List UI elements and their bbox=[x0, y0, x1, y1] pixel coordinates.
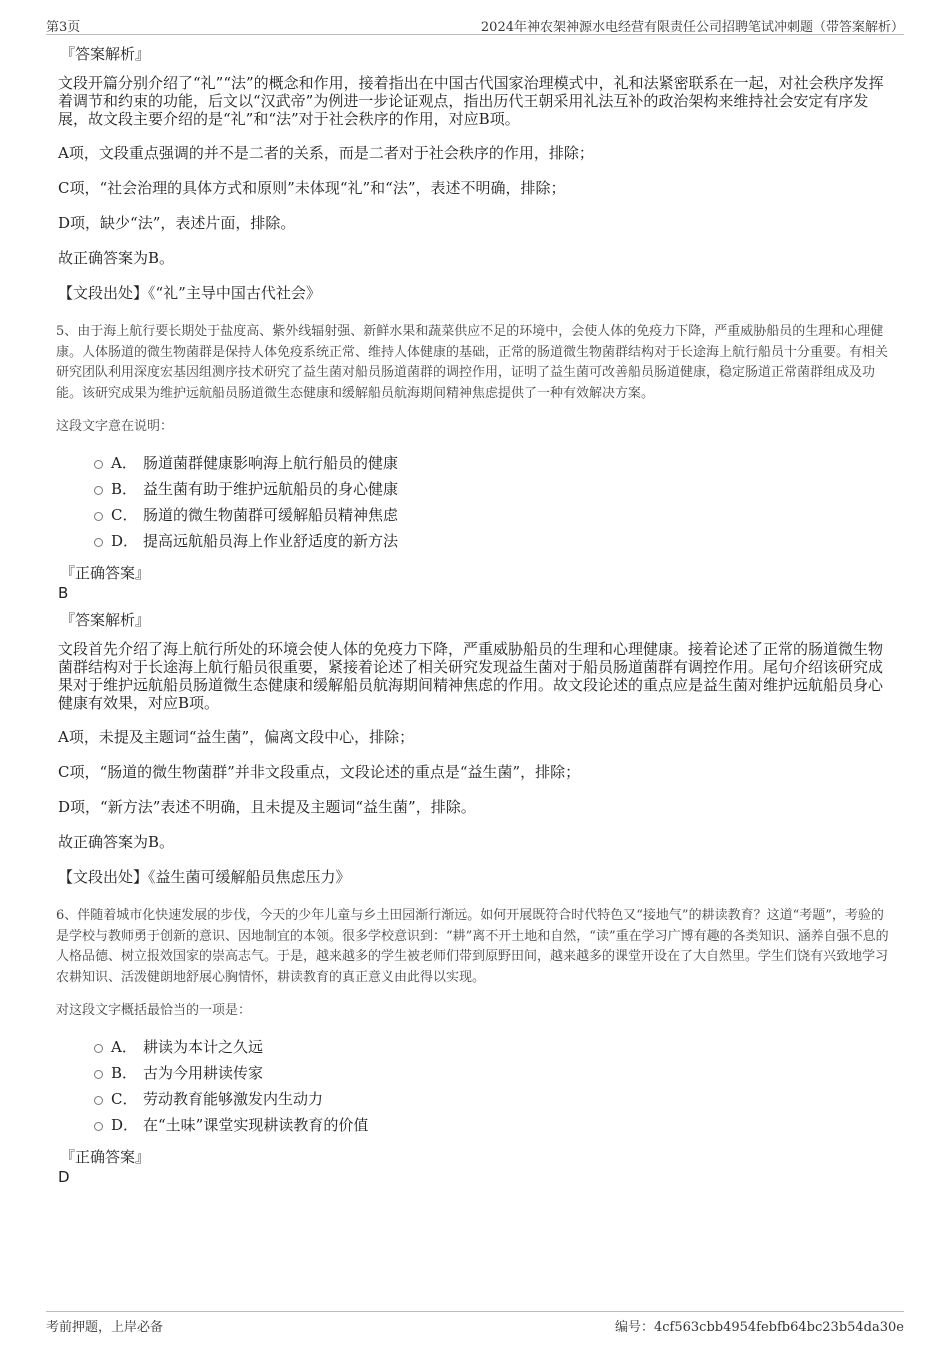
option-text: 益生菌有助于维护远航船员的身心健康 bbox=[143, 480, 399, 498]
q5-analysis-label: 『答案解析』 bbox=[60, 611, 151, 629]
q5-answer-label: 『正确答案』 bbox=[60, 564, 151, 582]
q4-analysis-item-d: D项，缺少“法”，表述片面，排除。 bbox=[58, 214, 296, 232]
q5-option-a[interactable] bbox=[94, 454, 896, 480]
q4-analysis-label: 『答案解析』 bbox=[60, 45, 151, 63]
q5-conclusion: 故正确答案为B。 bbox=[58, 833, 175, 851]
q5-analysis-item-a: A项，未提及主题词“益生菌”，偏离文段中心，排除； bbox=[58, 728, 415, 746]
radio-icon[interactable] bbox=[94, 1122, 103, 1131]
q5-option-c[interactable] bbox=[94, 506, 896, 532]
option-text: 提高远航船员海上作业舒适度的新方法 bbox=[143, 532, 399, 550]
option-text: 古为今用耕读传家 bbox=[143, 1064, 264, 1082]
q5-analysis-item-d: D项，“新方法”表述不明确，且未提及主题词“益生菌”，排除。 bbox=[58, 798, 476, 816]
q5-answer-value: B bbox=[58, 584, 69, 602]
option-letter: A． bbox=[111, 454, 137, 472]
page-header bbox=[46, 14, 904, 35]
radio-icon[interactable] bbox=[94, 1096, 103, 1105]
option-text: 耕读为本计之久远 bbox=[143, 1038, 264, 1056]
q5-question-text: 5、由于海上航行要长期处于盐度高、紫外线辐射强、新鲜水果和蔬菜供应不足的环境中，会使人体的免疫力下降，严重威胁船员的生理和心理健康。人体肠道的微生物菌群是保持人体免疫系统正常、维持人体健康的基础，正常的肠道微生物菌群结构对于长途海上航行船员十分重要。有相关研究团队利用深度宏基因组测序技术研究了益生菌对船员肠道菌群的调控作用，证明了益生菌可改善船员肠道健康，稳定肠道正常菌群组成及功能。该研究成果为维护远航船员肠道微生态健康和缓解船员航海期间精神焦虑提供了一种有效解决方案。 bbox=[56, 324, 889, 401]
q5-prompt: 这段文字意在说明： bbox=[56, 419, 174, 434]
option-letter: D． bbox=[111, 532, 139, 550]
q5-source: 【文段出处】《益生菌可缓解船员焦虑压力》 bbox=[58, 868, 351, 886]
radio-icon[interactable] bbox=[94, 538, 103, 547]
radio-icon[interactable] bbox=[94, 486, 103, 495]
option-letter: A． bbox=[111, 1038, 137, 1056]
option-letter: C． bbox=[111, 1090, 138, 1108]
option-letter: B． bbox=[111, 480, 138, 498]
q4-conclusion: 故正确答案为B。 bbox=[58, 249, 175, 267]
q5-option-b[interactable] bbox=[94, 480, 896, 506]
radio-icon[interactable] bbox=[94, 460, 103, 469]
q5-option-d[interactable] bbox=[94, 532, 896, 558]
q4-analysis-text: 文段开篇分别介绍了“礼”“法”的概念和作用，接着指出在中国古代国家治理模式中，礼和法紧密联系在一起，对社会秩序发挥着调节和约束的功能，后文以“汉武帝”为例进一步论证观点，指出历代王朝采用礼法互补的政治架构来维持社会安定有序发展，故文段主要介绍的是“礼”和“法”对于社会秩序的作用，对应B项。 bbox=[58, 74, 884, 128]
page-number: 第3页 bbox=[46, 20, 81, 35]
q6-option-b[interactable] bbox=[94, 1064, 896, 1090]
radio-icon[interactable] bbox=[94, 1044, 103, 1053]
q6-answer-value: D bbox=[58, 1168, 70, 1186]
option-text: 肠道菌群健康影响海上航行船员的健康 bbox=[143, 454, 399, 472]
document-body bbox=[56, 44, 896, 1194]
q6-question-text: 6、伴随着城市化快速发展的步伐，今天的少年儿童与乡土田园渐行渐远。如何开展既符合时代特色又“接地气”的耕读教育？这道“考题”，考验的是学校与教师勇于创新的意识、因地制宜的本领。很多学校意识到：“耕”离不开土地和自然，“读”重在学习广博有趣的各类知识、涵养自强不息的人格品德、树立报效国家的崇高志气。于是，越来越多的学生被老师们带到原野田间，越来越多的课堂开设在了大自然里。学生们饶有兴致地学习农耕知识、活泼健朗地舒展心胸情怀，耕读教育的真正意义由此得以实现。 bbox=[56, 908, 889, 985]
q6-option-c[interactable] bbox=[94, 1090, 896, 1116]
option-letter: D． bbox=[111, 1116, 139, 1134]
q6-answer-label: 『正确答案』 bbox=[60, 1148, 151, 1166]
document-title: 2024年神农架神源水电经营有限责任公司招聘笔试冲刺题（带答案解析） bbox=[480, 20, 904, 35]
radio-icon[interactable] bbox=[94, 512, 103, 521]
q6-option-d[interactable] bbox=[94, 1116, 896, 1142]
option-text: 劳动教育能够激发内生动力 bbox=[143, 1090, 324, 1108]
q5-analysis-item-c: C项，“肠道的微生物菌群”并非文段重点，文段论述的重点是“益生菌”，排除； bbox=[58, 763, 581, 781]
q5-analysis-text: 文段首先介绍了海上航行所处的环境会使人体的免疫力下降，严重威胁船员的生理和心理健康。接着论述了正常的肠道微生物菌群结构对于长途海上航行船员很重要，紧接着论述了相关研究发现益生菌对于船员肠道菌群有调控作用。尾句介绍该研究成果对于维护远航船员肠道微生态健康和缓解船员航海期间精神焦虑的作用。故文段论述的重点应是益生菌对维护远航船员身心健康有效果，对应B项。 bbox=[58, 640, 884, 712]
document-code: 编号：4cf563cbb4954febfb64bc23b54da30e bbox=[614, 1320, 904, 1335]
option-letter: B． bbox=[111, 1064, 138, 1082]
q4-analysis-item-a: A项，文段重点强调的并不是二者的关系，而是二者对于社会秩序的作用，排除； bbox=[58, 144, 594, 162]
q4-analysis-item-c: C项，“社会治理的具体方式和原则”未体现“礼”和“法”，表述不明确，排除； bbox=[58, 179, 566, 197]
radio-icon[interactable] bbox=[94, 1070, 103, 1079]
option-text: 肠道的微生物菌群可缓解船员精神焦虑 bbox=[143, 506, 399, 524]
option-text: 在“土味”课堂实现耕读教育的价值 bbox=[143, 1116, 369, 1134]
page-footer bbox=[46, 1311, 904, 1335]
option-letter: C． bbox=[111, 506, 138, 524]
q6-prompt: 对这段文字概括最恰当的一项是： bbox=[56, 1003, 252, 1018]
q6-option-a[interactable] bbox=[94, 1038, 896, 1064]
footer-slogan: 考前押题，上岸必备 bbox=[46, 1320, 164, 1335]
q5-options bbox=[94, 454, 896, 558]
q4-source: 【文段出处】《“礼”主导中国古代社会》 bbox=[58, 284, 321, 302]
q6-options bbox=[94, 1038, 896, 1142]
